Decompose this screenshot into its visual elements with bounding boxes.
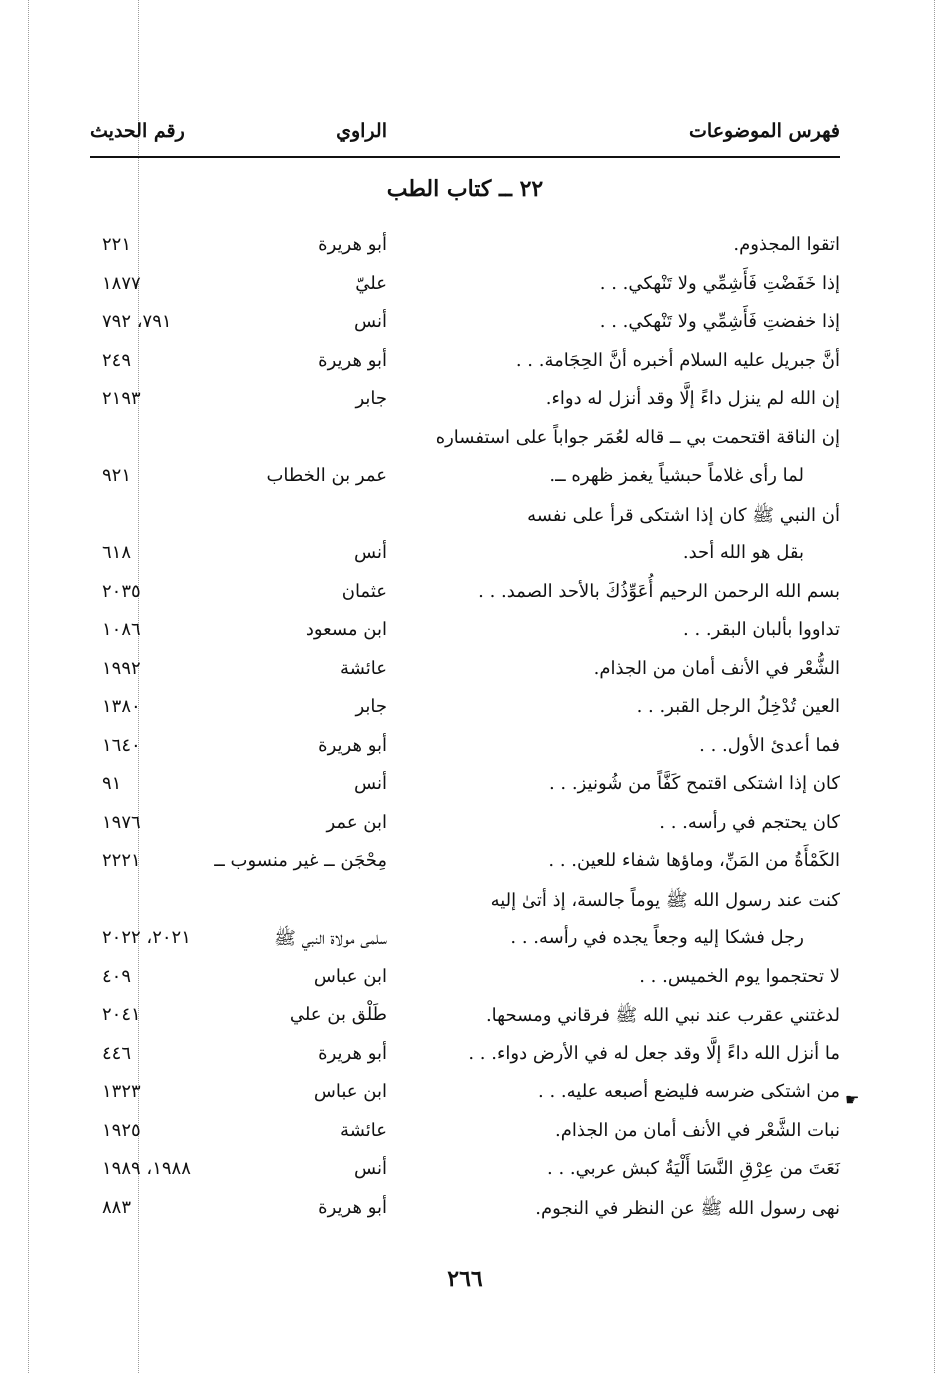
narrator: عائشة	[340, 657, 387, 679]
hadith-number: ١٩٢٥	[102, 1119, 141, 1141]
header-narrator: الراوي	[336, 120, 387, 142]
narrator: عليّ	[355, 272, 387, 294]
hadith-number: ٢٠٤١	[102, 1004, 141, 1025]
hadith-text: رجل فشكا إليه وجعاً يجده في رأسه. . .	[510, 927, 804, 948]
table-row	[90, 1039, 840, 1078]
narrator: سلمى مولاة النبي ﷺ	[274, 928, 387, 949]
hadith-text: من اشتكى ضرسه فليضع أصبعه عليه. . .	[538, 1081, 840, 1102]
hadith-number: ٢٠٢١، ٢٠٢٢	[102, 927, 191, 948]
hadith-text: نهى رسول الله ﷺ عن النظر في النجوم.	[535, 1197, 840, 1219]
header-hadith-number: رقم الحديث	[90, 120, 185, 142]
narrator: أنس	[354, 311, 387, 332]
hadith-number: ٧٩١، ٧٩٢	[102, 311, 172, 332]
header-divider	[90, 156, 840, 158]
narrator: أبو هريرة	[318, 349, 387, 371]
hadith-number: ١٠٨٦	[102, 619, 141, 640]
table-row	[90, 808, 840, 847]
hadith-text: لا تحتجموا يوم الخميس. . .	[639, 965, 840, 987]
table-row	[90, 1154, 840, 1193]
hadith-number: ٩٢١	[102, 465, 132, 486]
hadith-text: بسم الله الرحمن الرحيم أُعَوِّذُكَ بالأحد الصمد. . .	[478, 580, 840, 602]
hadith-number: ١٣٢٣	[102, 1081, 141, 1102]
table-row	[90, 769, 840, 808]
hadith-text: إذا خفضتِ فَأَشِمِّي ولا تَنْهكي. . .	[599, 311, 840, 332]
hadith-text: ما أنزل الله داءً إلَّا وقد جعل له في الأرض دواء. . .	[468, 1042, 840, 1064]
hadith-text: أنَّ جبريل عليه السلام أخبره أنَّ الحِجَامة. . .	[515, 349, 840, 371]
index-table	[90, 230, 840, 1231]
hadith-text: الشُّعْر في الأنف أمان من الجذام.	[593, 657, 840, 679]
narrator: أبو هريرة	[318, 234, 387, 255]
table-row	[90, 731, 840, 770]
hadith-text: فما أعدئ الأول. . .	[699, 734, 840, 756]
hadith-text: اتقوا المجذوم.	[733, 234, 840, 255]
table-row	[90, 1116, 840, 1155]
narrator: جابر	[355, 696, 387, 717]
hadith-number: ٢٢١	[102, 234, 132, 255]
header-topics: فهرس الموضوعات	[689, 120, 840, 142]
hadith-number: ٤٤٦	[102, 1042, 132, 1064]
narrator: أبو هريرة	[318, 734, 387, 756]
narrator: عثمان	[341, 580, 387, 602]
table-row	[90, 654, 840, 693]
hadith-text: إذا خَفَضْتِ فَأَشِمِّي ولا تَنْهكي. . .	[599, 272, 840, 294]
hadith-text: إن الناقة اقتحمت بي ــ قاله لعُمَر جواباً على استفساره	[435, 426, 840, 448]
hadith-number: ١٩٨٨، ١٩٨٩	[102, 1158, 191, 1179]
narrator: أنس	[354, 542, 387, 563]
hadith-text: إن الله لم ينزل داءً إلَّا وقد أنزل له دواء.	[545, 388, 840, 409]
table-row	[90, 269, 840, 308]
table-row	[90, 307, 840, 346]
hadith-number: ٢١٩٣	[102, 388, 141, 409]
hadith-number: ١٦٤٠	[102, 734, 141, 756]
table-row	[90, 1077, 840, 1116]
hadith-text: كان إذا اشتكى اقتمح كَفَّاً من شُونيز. . .	[548, 773, 840, 794]
hadith-text: كنت عند رسول الله ﷺ يوماً جالسة، إذ أتىٰ إليه	[490, 889, 840, 911]
hadith-text: الكَمْأَةُ من المَنِّ، وماؤها شفاء للعين. . .	[548, 850, 840, 871]
narrator: ابن مسعود	[305, 619, 387, 640]
table-row	[90, 1193, 840, 1232]
narrator: عائشة	[340, 1119, 387, 1141]
table-row	[90, 962, 840, 1001]
table-row	[90, 346, 840, 385]
table-row	[90, 461, 840, 500]
right-margin-dots	[934, 0, 935, 1373]
hadith-text: العين تُدْخِلُ الرجل القبر. . .	[636, 696, 840, 717]
table-row	[90, 384, 840, 423]
hadith-text: أن النبي ﷺ كان إذا اشتكى قرأ على نفسه	[527, 504, 840, 526]
hadith-number: ٨٨٣	[102, 1196, 132, 1218]
table-row	[90, 923, 840, 962]
table-row	[90, 538, 840, 577]
page-header	[90, 120, 840, 156]
table-row	[90, 846, 840, 885]
narrator: عمر بن الخطاب	[266, 465, 387, 486]
narrator: ابن عباس	[313, 1081, 387, 1102]
table-row	[90, 885, 840, 924]
hadith-text: تداووا بألبان البقر. . .	[683, 619, 840, 640]
hadith-number: ١٣٨٠	[102, 696, 141, 717]
table-row	[90, 577, 840, 616]
table-row	[90, 692, 840, 731]
narrator: مِحْجَن ــ غير منسوب ــ	[214, 850, 387, 871]
hadith-number: ٩١	[102, 773, 122, 794]
narrator: ابن عمر	[326, 811, 387, 833]
narrator: جابر	[355, 388, 387, 409]
narrator: أبو هريرة	[318, 1042, 387, 1064]
hadith-text: بقل هو الله أحد.	[682, 542, 804, 563]
hadith-number: ١٩٧٦	[102, 811, 141, 833]
hadith-number: ٢٤٩	[102, 349, 132, 371]
page-number: ٢٦٦	[447, 1266, 483, 1292]
hadith-text: نَعَتَ من عِرْقِ النَّسَا أَلْيَةُ كبش عربي. . .	[547, 1158, 840, 1179]
hadith-number: ١٨٧٧	[102, 272, 141, 294]
table-row	[90, 500, 840, 539]
table-row	[90, 1000, 840, 1039]
narrator: أنس	[354, 1158, 387, 1179]
table-row	[90, 615, 840, 654]
hadith-number: ١٩٩٢	[102, 657, 141, 679]
hadith-number: ٤٠٩	[102, 965, 132, 987]
section-title: ٢٢ ــ كتاب الطب	[386, 176, 544, 202]
hadith-text: لما رأى غلاماً حبشياً يغمز ظهره ــ.	[549, 465, 804, 486]
table-row	[90, 230, 840, 269]
hand-pointer-icon: ☛	[845, 1090, 860, 1109]
hadith-number: ٦١٨	[102, 542, 132, 563]
hadith-text: لدغتني عقرب عند نبي الله ﷺ فرقاني ومسحها.	[485, 1005, 840, 1026]
hadith-text: نبات الشَّعْر في الأنف أمان من الجذام.	[555, 1119, 840, 1141]
narrator: أنس	[354, 773, 387, 794]
table-row	[90, 423, 840, 462]
hadith-number: ٢٠٣٥	[102, 580, 141, 602]
narrator: طَلْق بن علي	[289, 1004, 387, 1025]
hadith-number: ٢٢٢١	[102, 850, 141, 871]
narrator: ابن عباس	[313, 965, 387, 987]
hadith-text: كان يحتجم في رأسه. . .	[659, 811, 840, 833]
left-margin-dots	[28, 0, 29, 1373]
narrator: أبو هريرة	[318, 1196, 387, 1218]
